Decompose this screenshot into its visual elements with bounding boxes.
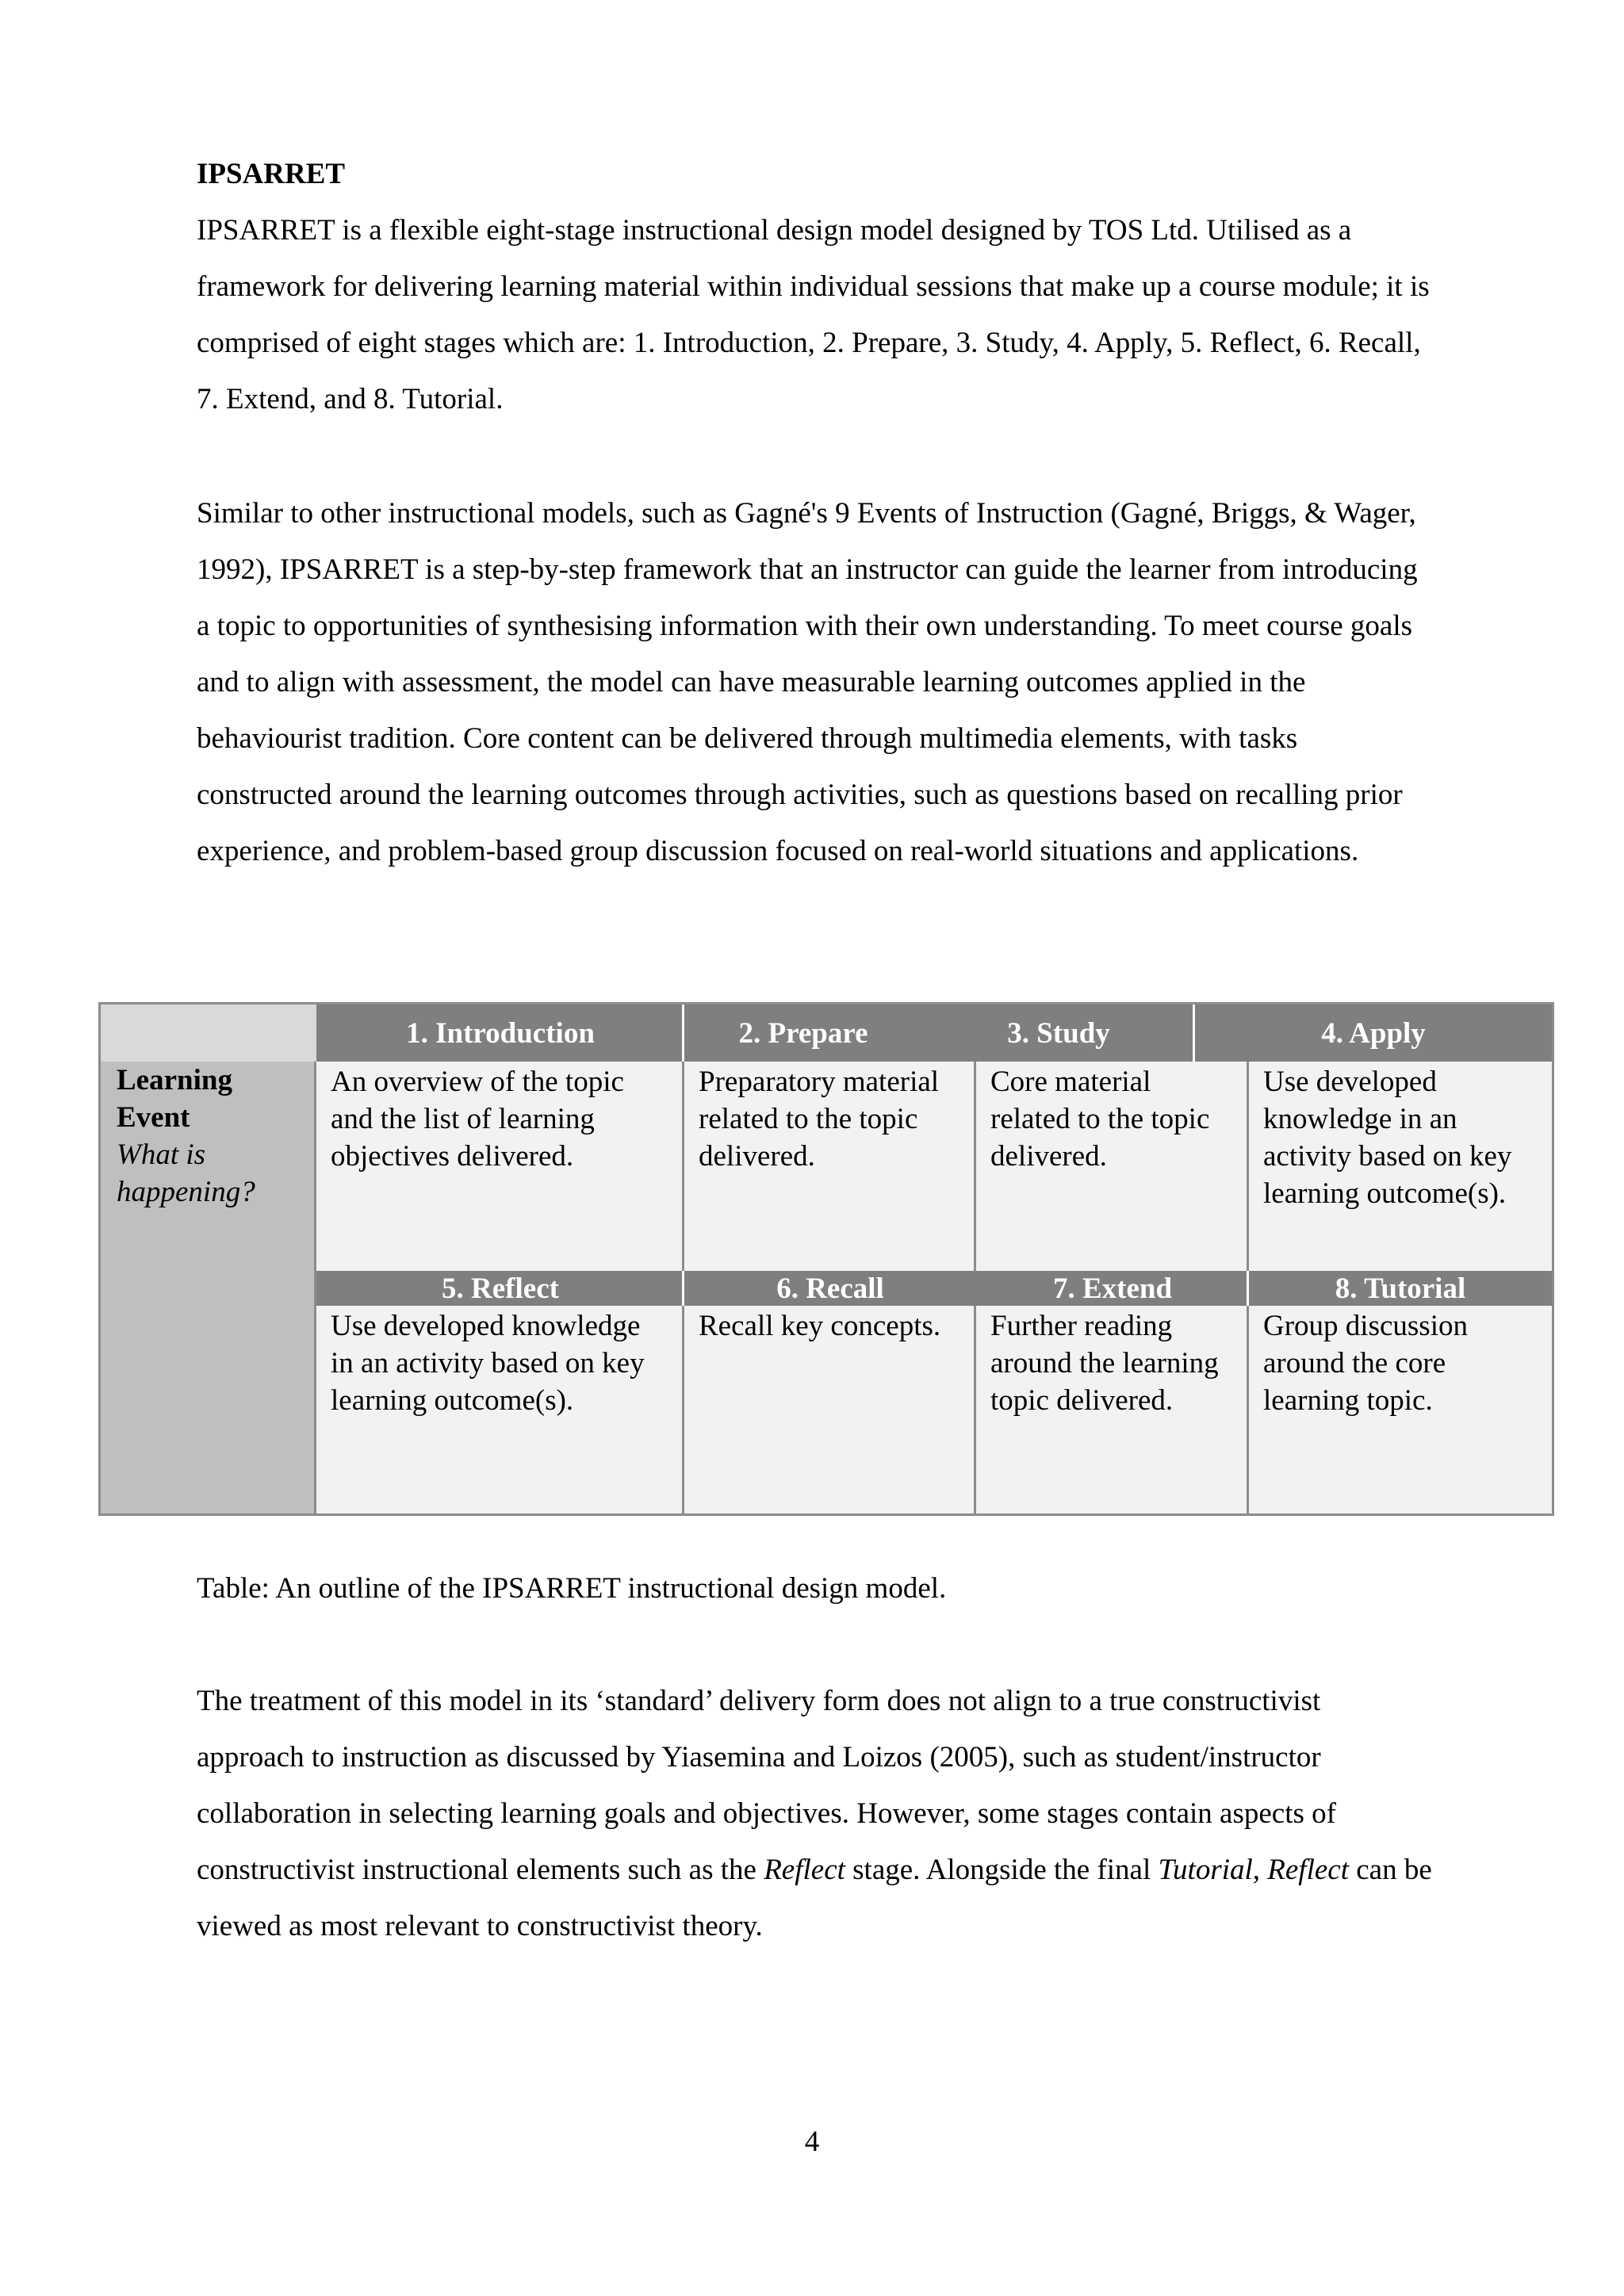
comparison-paragraph-text: Similar to other instructional models, such as Gagné's 9 Events of Instruction (Gagné, Briggs, & Wager, 1992), IPSARRET is a step-by-step framework that an instructor can guide the learner from introducing a topic to opportunities of synthesising information with their own understanding. To meet course goals and to align with assessment, the model can have measurable learning outcomes applied in the behaviourist tradition. Core content can be delivered through multimedia elements, with tasks constructed around the learning outcomes through activities, such as questions based on recalling prior experience, and problem-based group discussion focused on real-world situations and applications.: [197, 497, 1418, 867]
row-label-cell: [101, 1062, 316, 1513]
tutorial-emphasis: Tutorial: [1158, 1854, 1253, 1886]
header-tutorial: 8. Tutorial: [1249, 1271, 1552, 1306]
constructivist-text-2: stage. Alongside the final: [845, 1854, 1159, 1886]
cell-prepare: Preparatory material related to the topic delivered.: [684, 1062, 976, 1271]
header-extend: 7. Extend: [976, 1271, 1249, 1306]
constructivist-paragraph-text: [197, 1673, 1434, 1954]
row-label-happening: happening?: [117, 1176, 255, 1208]
section-heading: IPSARRET: [197, 158, 346, 190]
row-label-learning: Learning: [117, 1064, 232, 1096]
table-caption: Table: An outline of the IPSARRET instructional design model.: [197, 1572, 947, 1605]
header-study: 3. Study: [922, 1004, 1195, 1062]
header-apply: 4. Apply: [1195, 1004, 1552, 1062]
intro-paragraph: [197, 202, 1434, 427]
cell-extend: Further reading around the learning topic delivered.: [976, 1306, 1249, 1513]
cell-study: Core material related to the topic delivered.: [976, 1062, 1249, 1271]
cell-apply: Use developed knowledge in an activity based on key learning outcome(s).: [1249, 1062, 1552, 1271]
constructivist-paragraph: [197, 1673, 1434, 1954]
cell-introduction: An overview of the topic and the list of learning objectives delivered.: [316, 1062, 684, 1271]
header-reflect: 5. Reflect: [316, 1271, 684, 1306]
header-introduction: 1. Introduction: [316, 1004, 684, 1062]
comparison-paragraph: [197, 485, 1434, 879]
intro-paragraph-text: IPSARRET is a flexible eight-stage instructional design model designed by TOS Ltd. Utilised as a framework for delivering learning material within individual sessions that make up a course module; it is comprised of eight stages which are: 1. Introduction, 2. Prepare, 3. Study, 4. Apply, 5. Reflect, 6. Recall, 7. Extend, and 8. Tutorial.: [197, 214, 1430, 415]
row-label-what-is: What is: [117, 1138, 206, 1171]
row-label-event: Event: [117, 1101, 190, 1134]
constructivist-text-4: can be viewed as most relevant to constructivist theory.: [197, 1854, 1432, 1942]
reflect-emphasis-1: Reflect: [764, 1854, 845, 1886]
cell-recall: Recall key concepts.: [684, 1306, 976, 1513]
page-number: 4: [804, 2126, 820, 2158]
ipsarret-table: [98, 1002, 1554, 1516]
constructivist-text-3: ,: [1252, 1854, 1268, 1886]
cell-reflect: Use developed knowledge in an activity based on key learning outcome(s).: [316, 1306, 684, 1513]
cell-tutorial: Group discussion around the core learning topic.: [1249, 1306, 1552, 1513]
header-prepare: 2. Prepare: [684, 1004, 922, 1062]
header-recall: 6. Recall: [684, 1271, 976, 1306]
constructivist-text-1: The treatment of this model in its ‘standard’ delivery form does not align to a true constructivist approach to instruction as discussed by Yiasemina and Loizos (2005), such as student/instructor collaboration in selecting learning goals and objectives. However, some stages contain aspects of constructivist instructional elements such as the: [197, 1685, 1336, 1886]
reflect-emphasis-2: Reflect: [1267, 1854, 1349, 1886]
